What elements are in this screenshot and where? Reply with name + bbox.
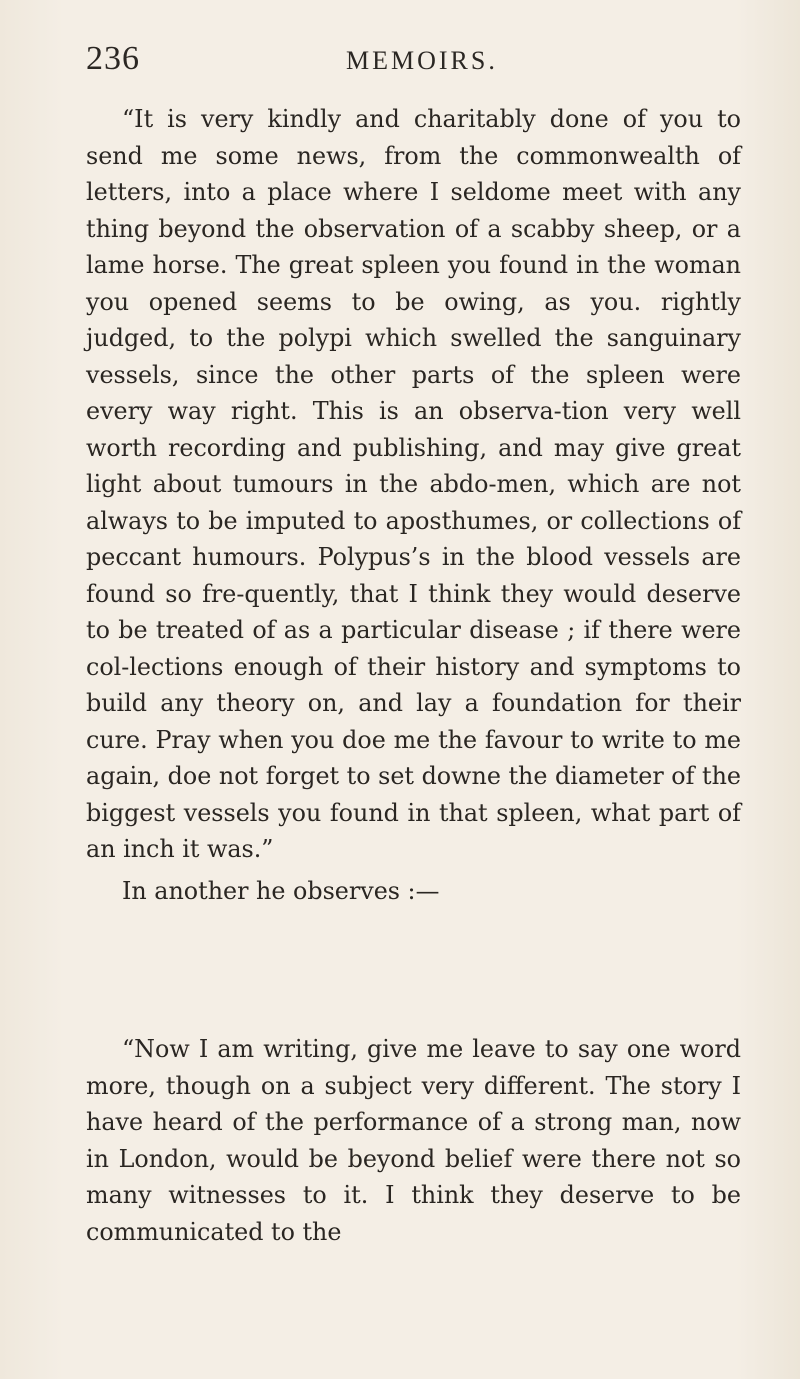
letter-paragraph-2 (86, 1031, 741, 1250)
letter-paragraph-1 (86, 101, 741, 868)
paragraph-text: “It is very kindly and charitably done of you to send me some news, from the commonwealth of letters, into a place where I seldome meet with any thing beyond the observation of a scabby sheep, or a lame horse. The great spleen you found in the woman you opened seems to be owing, as you. rightly judged, to the polypi which swelled the sanguinary vessels, since the other parts of the spleen were every way right. This is an observa-tion very well worth recording and publishing, and may give great light about tumours in the abdo-men, which are not always to be imputed to aposthumes, or collections of peccant humours. Polypus’s in the blood vessels are found so fre-quently, that I think they would deserve to be treated of as a particular disease ; if there were col-lections enough of their history and symptoms to build any theory on, and lay a foundation for their cure. Pray when you doe me the favour to write to me again, doe not forget to set downe the diameter of the biggest vessels you found in that spleen, what part of an inch it was.” (86, 105, 741, 863)
running-title: MEMOIRS. (346, 46, 498, 75)
page-number: 236 (86, 40, 140, 77)
narrative-paragraph (86, 873, 741, 910)
paragraph-text: In another he observes :— (122, 877, 440, 905)
paragraph-text: “Now I am writing, give me leave to say one word more, though on a subject very different. The story I have heard of the performance of a strong man, now in London, would be beyond belief were there not so many witnesses to it. I think they deserve to be communicated to the (86, 1035, 741, 1246)
page-header (86, 40, 746, 80)
